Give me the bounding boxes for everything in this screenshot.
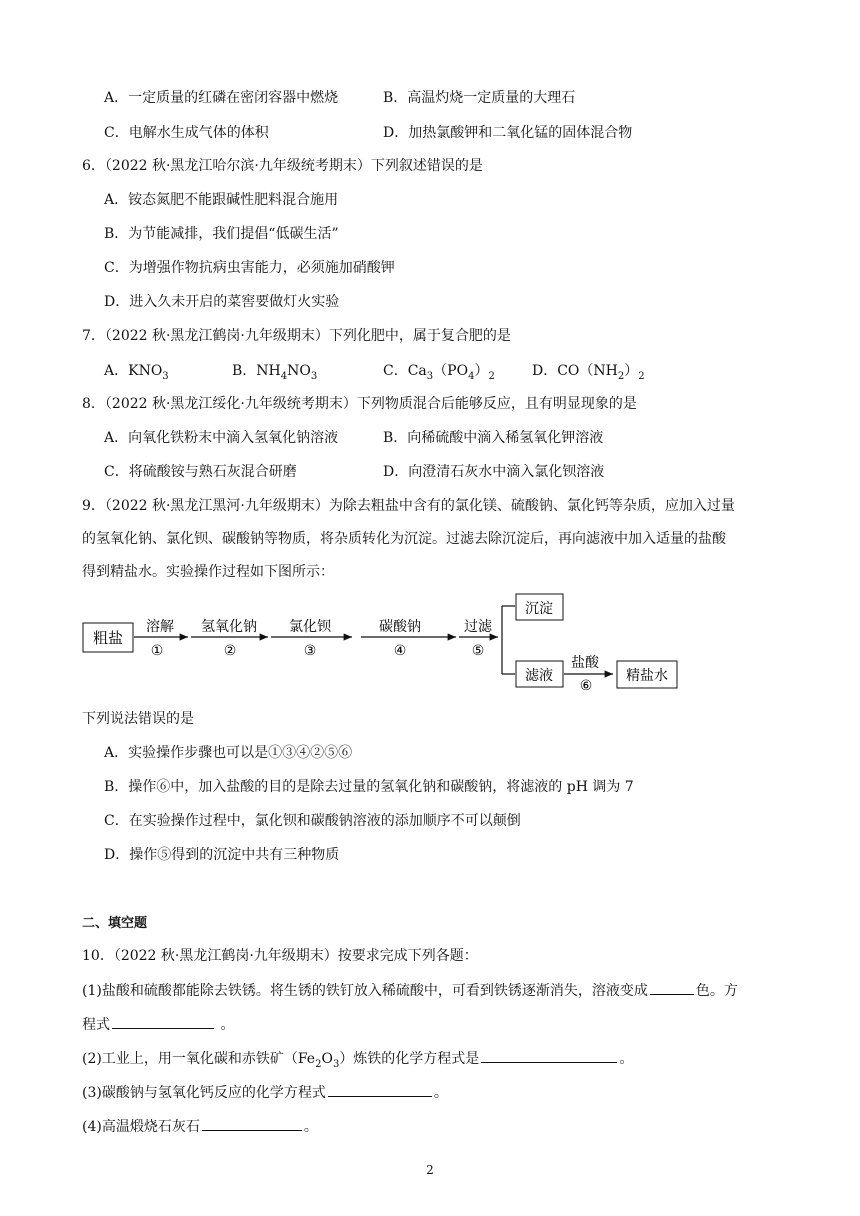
flow-step-4-label: 碳酸钠 (379, 619, 421, 635)
flow-step-2-label: 氢氧化钠 (201, 619, 257, 635)
q10-part-4: (4)高温煅烧石灰石 。 (82, 1116, 318, 1137)
q6-option-c: C．为增强作物抗病虫害能力，必须施加硝酸钾 (104, 260, 395, 276)
q6-option-b: B．为节能减排，我们提倡“低碳生活” (104, 226, 339, 242)
q7-option-d: D．$CO(NH_2)_2$ (532, 363, 645, 382)
q8-option-a: A．向氧化铁粉末中滴入氢氧化钠溶液 (104, 430, 339, 446)
q9-stem-line-1: 9．（2022 秋·黑龙江黑河·九年级期末）为除去粗盐中含有的氯化镁、硫酸钠、氯化钙等杂质，应加入过量 (82, 498, 735, 514)
q5-option-b: B．高温灼烧一定质量的大理石 (383, 90, 576, 106)
q8-option-c: C．将硫酸铵与熟石灰混合研磨 (104, 464, 297, 480)
answer-blank-color[interactable] (650, 980, 694, 995)
flow-step-5-label: 过滤 (464, 619, 492, 635)
flow-step-2-number: ② (223, 643, 237, 659)
q9-stem-line-3: 得到精盐水。实验操作过程如下图所示： (82, 564, 334, 580)
q9-stem-line-2: 的氢氧化钠、氯化钡、碳酸钠等物质，将杂质转化为沉淀。过滤去除沉淀后，再向滤液中加入适量的盐酸 (82, 531, 726, 547)
answer-blank-equation-2[interactable] (481, 1048, 617, 1063)
flow-step-1-number: ① (150, 643, 164, 659)
flow-label-crude-salt: 粗盐 (92, 629, 124, 647)
q9-option-b: B．操作⑥中，加入盐酸的目的是除去过量的氢氧化钠和碳酸钠，将滤液的 pH 调为 7 (104, 779, 634, 795)
q7-option-a: A．$KNO_3$ (104, 363, 169, 382)
q8-option-d: D．向澄清石灰水中滴入氯化钡溶液 (383, 464, 605, 480)
page-number: 2 (426, 1163, 434, 1177)
q7-option-c: C．$Ca_3(PO_4)_2$ (383, 363, 495, 382)
answer-blank-equation-1[interactable] (112, 1014, 214, 1029)
flow-step-6-label: 盐酸 (571, 655, 599, 671)
q10-part-1-line-2: 程式 。 (82, 1014, 234, 1035)
q5-option-d: D．加热氯酸钾和二氧化锰的固体混合物 (383, 125, 633, 141)
q10-stem: 10．（2022 秋·黑龙江鹤岗·九年级期末）按要求完成下列各题： (82, 948, 478, 964)
flow-step-3-label: 氯化钡 (289, 619, 331, 635)
answer-blank-equation-3[interactable] (328, 1082, 432, 1097)
q5-option-a: A．一定质量的红磷在密闭容器中燃烧 (104, 90, 339, 106)
q7-option-b: B．$NH_4NO_3$ (232, 363, 318, 382)
flow-step-5-number: ⑤ (471, 643, 485, 659)
flow-label-refined-brine: 精盐水 (626, 668, 668, 684)
q9-flow-diagram (78, 592, 688, 692)
answer-blank-equation-4[interactable] (202, 1116, 302, 1131)
flow-step-4-number: ④ (393, 643, 407, 659)
flow-label-filtrate: 滤液 (525, 668, 553, 684)
q6-option-d: D．进入久未开启的菜窖要做灯火实验 (104, 294, 340, 310)
flow-step-1-label: 溶解 (146, 619, 174, 635)
q6-option-a: A．铵态氮肥不能跟碱性肥料混合施用 (104, 192, 339, 208)
q9-option-c: C．在实验操作过程中，氯化钡和碳酸钠溶液的添加顺序不可以颠倒 (104, 813, 521, 829)
q6-stem: 6．（2022 秋·黑龙江哈尔滨·九年级统考期末）下列叙述错误的是 (82, 158, 483, 174)
section-heading-fill-in: 二、填空题 (82, 916, 148, 931)
q8-option-b: B．向稀硫酸中滴入稀氢氧化钾溶液 (383, 430, 604, 446)
q5-option-c: C．电解水生成气体的体积 (104, 125, 269, 141)
q7-stem: 7．（2022 秋·黑龙江鹤岗·九年级期末）下列化肥中，属于复合肥的是 (82, 328, 511, 344)
q10-part-2: (2)工业上，用一氧化碳和赤铁矿$(Fe_2O_3)$炼铁的化学方程式是 。 (82, 1048, 633, 1075)
flow-step-6-number: ⑥ (579, 678, 593, 692)
q10-part-3: (3)碳酸钠与氢氧化钙反应的化学方程式 。 (82, 1082, 448, 1103)
q8-stem: 8．（2022 秋·黑龙江绥化·九年级统考期末）下列物质混合后能够反应，且有明显现象的是 (82, 396, 637, 412)
q9-prompt: 下列说法错误的是 (82, 711, 194, 727)
flow-label-precipitate: 沉淀 (525, 601, 553, 617)
q9-option-d: D．操作⑤得到的沉淀中共有三种物质 (104, 847, 340, 863)
q9-option-a: A．实验操作步骤也可以是①③④②⑤⑥ (104, 745, 353, 761)
q10-part-1-line-1: (1)盐酸和硫酸都能除去铁锈。将生锈的铁钉放入稀硫酸中，可看到铁锈逐渐消失，溶液变成 色。方 (82, 980, 738, 1001)
flow-step-3-number: ③ (303, 643, 317, 659)
